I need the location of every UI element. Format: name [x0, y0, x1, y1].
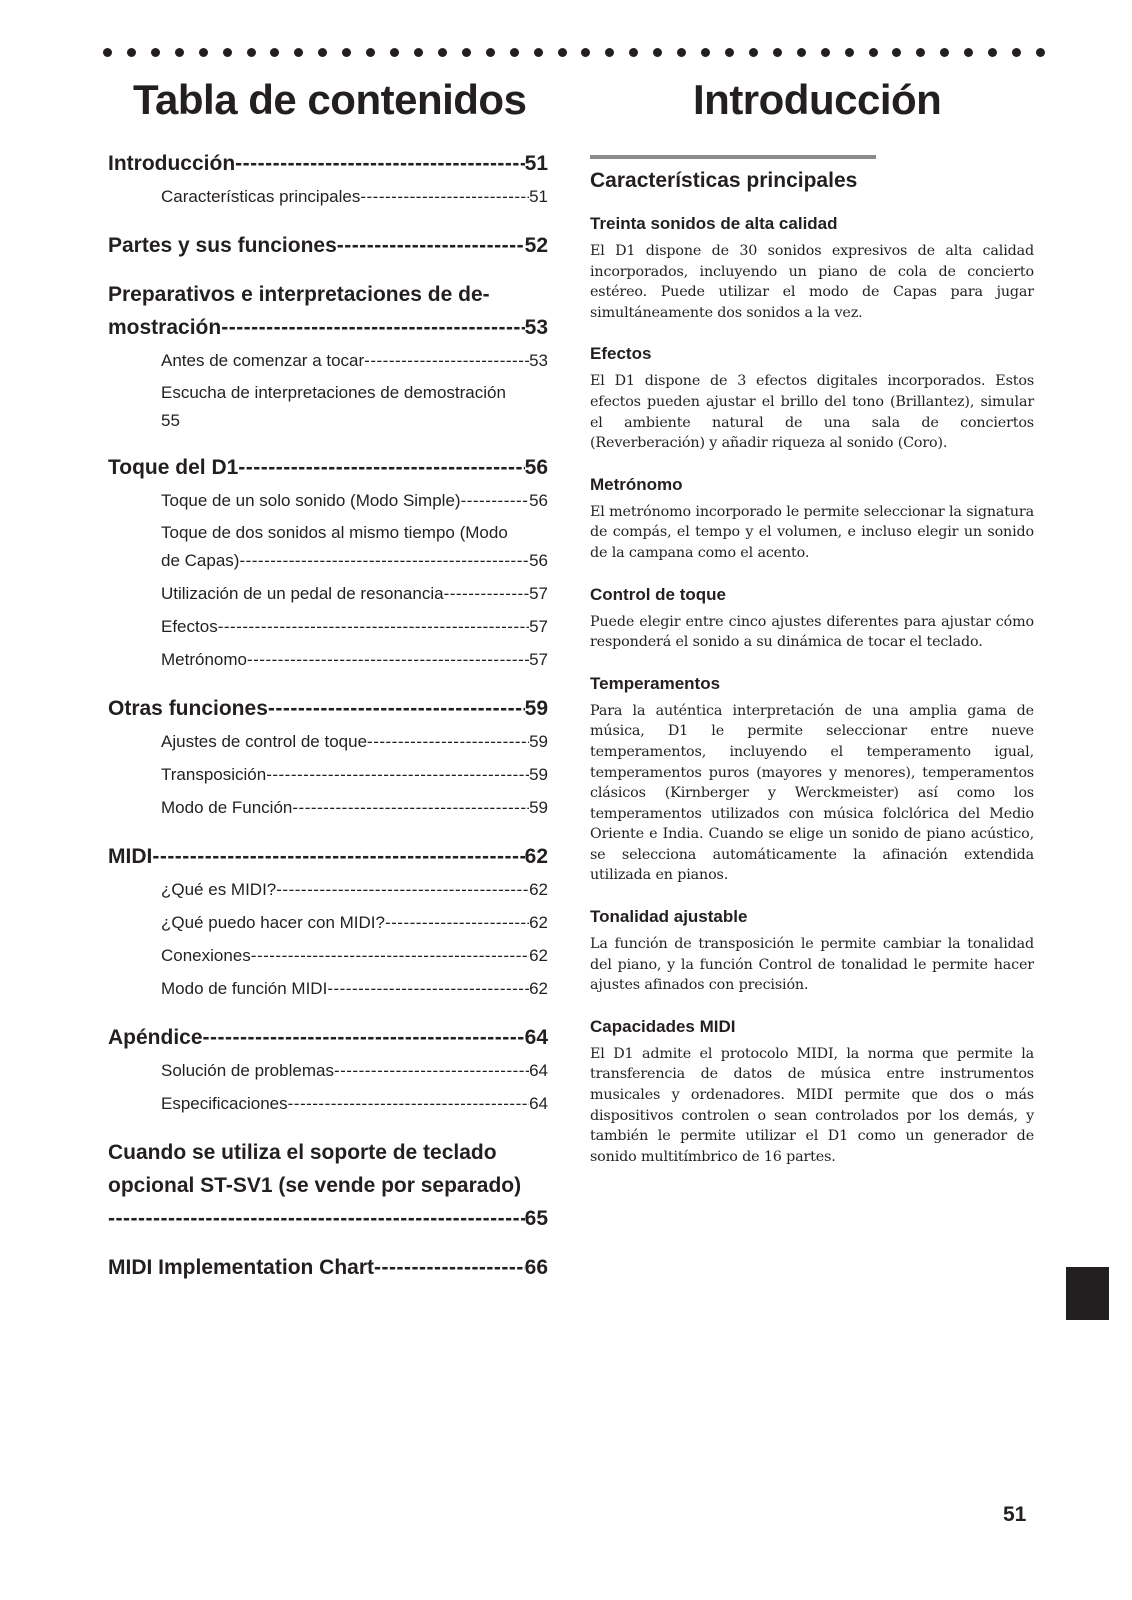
dot [581, 48, 590, 57]
feature-text: El D1 dispone de 30 sonidos expresivos de alta calidad incorporados, incluyendo un piano de cola de concierto estéreo. Puede utilizar el modo de Capas para jugar simultáneamente dos sonidos a la vez. [590, 243, 1034, 321]
toc-entry[interactable]: Cuando se utiliza el soporte de teclado opcional ST-SV1 (se vende por separado) ----- 65 [108, 1136, 548, 1235]
toc-subentry[interactable]: Metrónomo ----- 57 [161, 643, 548, 676]
dot [510, 48, 519, 57]
feature-heading: Metrónomo [590, 474, 683, 494]
dot [414, 48, 423, 57]
dot [486, 48, 495, 57]
dot [749, 48, 758, 57]
feature-text: El metrónomo incorporado le permite seleccionar la signatura de compás, el tempo y el volumen, e incluso elegir un sonido de la campana como el acento. [590, 503, 1034, 561]
feature-text: El D1 admite el protocolo MIDI, la norma que permite la transferencia de datos de música entre instrumentos musicales y ordenadores. MIDI permite que dos o más dispositivos controlen o sean controlados por los demás, y también le permite utilizar el D1 como un generador de sonido multitímbrico de 16 partes. [590, 1045, 1034, 1165]
feature-text: Para la auténtica interpretación de una amplia gama de música, D1 le permite seleccionar entre nueve temperamentos, incluyendo el temperamento igual, temperamentos puros (mayores y menores), temperamentos clásicos (Kirnberger y Werckmeister) así como los temperamentos utilizados con música folclórica del Medio Oriente e India. Cuando se elige un sonido de piano acústico, se selecciona automáticamente la afinación extendida utilizada en pianos. [590, 702, 1034, 884]
feature-text: La función de transposición le permite cambiar la tonalidad del piano, y la función Control de tonalidad le permite hacer ajustes afinados con precisión. [590, 936, 1034, 994]
feature-text: Puede elegir entre cinco ajustes diferentes para ajustar cómo responderá el sonido a su dinámica de tocar el teclado. [590, 613, 1034, 651]
dot [558, 48, 567, 57]
dot [988, 48, 997, 57]
intro-title: Introducción [693, 76, 942, 123]
feature-text: El D1 dispone de 3 efectos digitales incorporados. Estos efectos pueden ajustar el brillo del tono (Brillantez), simular el ambiente natural de una sala de conciertos (Reverberación) y añadir riqueza al sonido (Coro). [590, 373, 1034, 452]
dot [175, 48, 184, 57]
dot [199, 48, 208, 57]
dot [1012, 48, 1021, 57]
dot [318, 48, 327, 57]
decorative-dot-border [103, 44, 1045, 60]
dot [462, 48, 471, 57]
dot [940, 48, 949, 57]
toc-entry[interactable]: Apéndice ----- 64 [108, 1021, 548, 1054]
dot [964, 48, 973, 57]
chapter-tab-marker [1066, 1267, 1109, 1320]
dot [294, 48, 303, 57]
dot [916, 48, 925, 57]
feature-heading: Capacidades MIDI [590, 1016, 736, 1036]
dot [534, 48, 543, 57]
toc-subentry[interactable]: Solución de problemas ----- 64 [161, 1054, 548, 1087]
toc-subentry[interactable]: Ajustes de control de toque ----- 59 [161, 725, 548, 758]
page-number: 51 [1003, 1503, 1027, 1526]
dot [677, 48, 686, 57]
dot [725, 48, 734, 57]
feature-heading: Efectos [590, 344, 652, 364]
feature-heading: Treinta sonidos de alta calidad [590, 214, 838, 233]
dot [151, 48, 160, 57]
toc-subentry[interactable]: Transposición ----- 59 [161, 758, 548, 791]
dot [605, 48, 614, 57]
dot [103, 48, 112, 57]
dot [797, 48, 806, 57]
toc-subentry[interactable]: ¿Qué puedo hacer con MIDI? ----- 62 [161, 906, 548, 939]
dot [342, 48, 351, 57]
dot [1036, 48, 1045, 57]
feature-heading: Temperamentos [590, 673, 721, 693]
dot [653, 48, 662, 57]
toc-entry[interactable]: Preparativos e interpretaciones de de- mostración ----- 53 [108, 278, 548, 344]
section-title: Características principales [590, 169, 858, 192]
toc-entry[interactable]: Toque del D1 ----- 56 [108, 451, 548, 484]
dot [223, 48, 232, 57]
toc-subentry[interactable]: Antes de comenzar a tocar ----- 53 [161, 344, 548, 377]
section-rule [590, 155, 876, 159]
dot [390, 48, 399, 57]
feature-heading: Tonalidad ajustable [590, 907, 748, 927]
toc-subentry[interactable]: Modo de Función ----- 59 [161, 791, 548, 824]
toc-entry[interactable]: Introducción ----- 51 [108, 147, 548, 180]
dot [366, 48, 375, 57]
dot [845, 48, 854, 57]
toc-subentry[interactable]: Especificaciones ----- 64 [161, 1087, 548, 1120]
toc-subentry[interactable]: Modo de función MIDI ----- 62 [161, 972, 548, 1005]
dot [773, 48, 782, 57]
dot [629, 48, 638, 57]
table-of-contents [108, 147, 548, 1284]
dot [869, 48, 878, 57]
introduction-section [590, 155, 1034, 1167]
toc-subentry[interactable]: ¿Qué es MIDI? ----- 62 [161, 873, 548, 906]
toc-title: Tabla de contenidos [133, 76, 527, 123]
dot [247, 48, 256, 57]
dot [127, 48, 136, 57]
toc-entry[interactable]: MIDI Implementation Chart ----- 66 [108, 1251, 548, 1284]
toc-entry[interactable]: MIDI ----- 62 [108, 840, 548, 873]
toc-subentry[interactable]: Toque de dos sonidos al mismo tiempo (Modo de Capas) ----- 56 [161, 519, 548, 575]
toc-subentry[interactable]: Efectos ----- 57 [161, 610, 548, 643]
dot [821, 48, 830, 57]
toc-entry[interactable]: Partes y sus funciones ----- 52 [108, 229, 548, 262]
feature-heading: Control de toque [590, 584, 726, 604]
toc-subentry[interactable]: Conexiones ----- 62 [161, 939, 548, 972]
toc-subentry[interactable]: Utilización de un pedal de resonancia ----- 57 [161, 577, 548, 610]
toc-subentry[interactable]: Toque de un solo sonido (Modo Simple) ----- 56 [161, 484, 548, 517]
toc-subentry[interactable]: Escucha de interpretaciones de demostración 55 [161, 383, 506, 430]
toc-entry[interactable]: Otras funciones ----- 59 [108, 692, 548, 725]
dot [270, 48, 279, 57]
dot [438, 48, 447, 57]
toc-subentry[interactable]: Características principales ----- 51 [161, 180, 548, 213]
dot [701, 48, 710, 57]
dot [892, 48, 901, 57]
